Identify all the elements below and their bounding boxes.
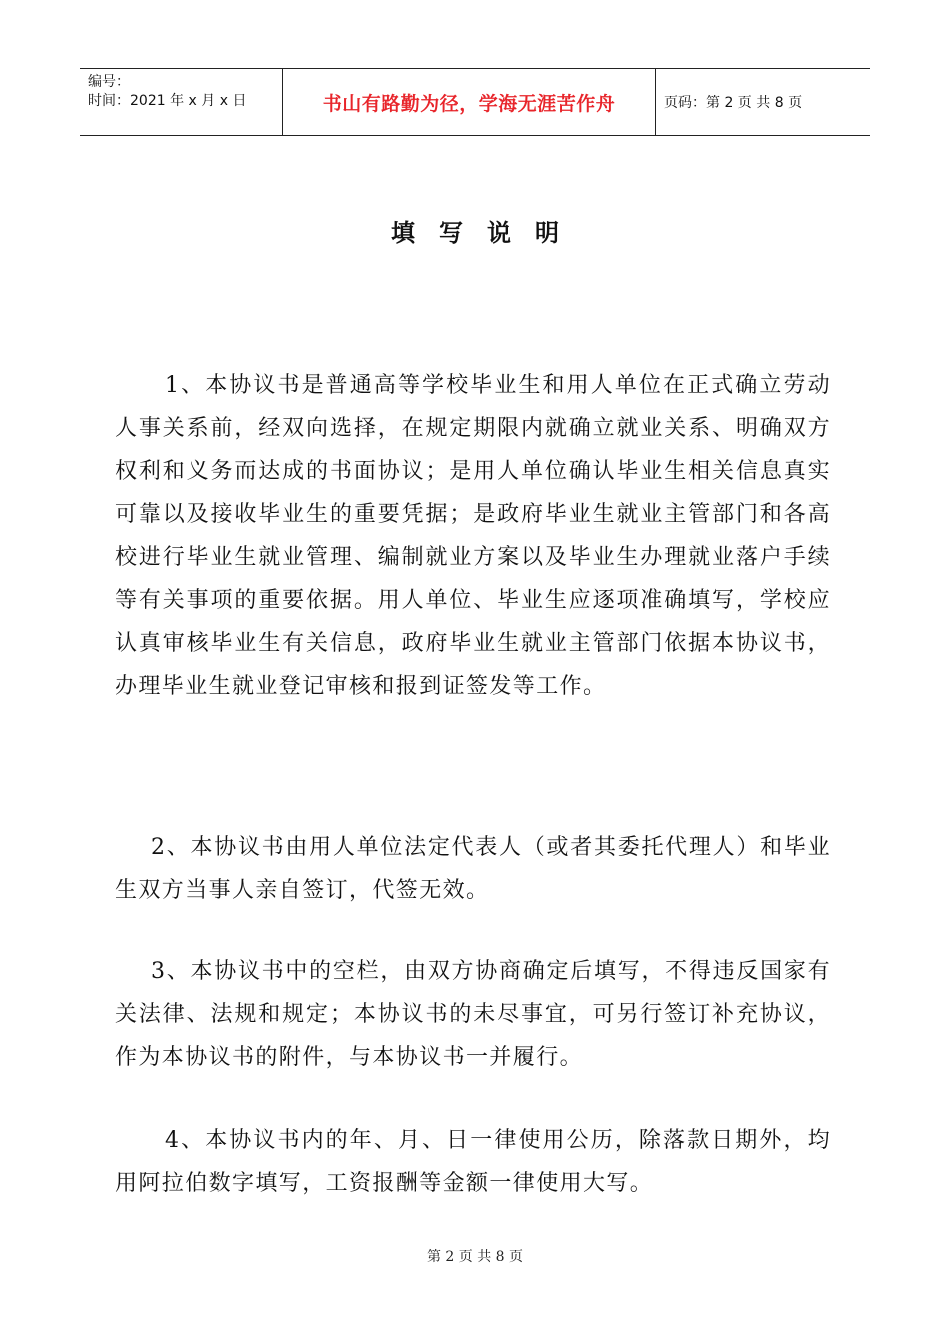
- page-header: [80, 68, 870, 136]
- paragraph-1: 1、本协议书是普通高等学校毕业生和用人单位在正式确立劳动人事关系前，经双向选择，在规定期限内就确立就业关系、明确双方权利和义务而达成的书面协议；是用人单位确认毕业生相关信息真实可靠以及接收毕业生的重要凭据；是政府毕业生就业主管部门和各高校进行毕业生就业管理、编制就业方案以及毕业生办理就业落户手续等有关事项的重要依据。用人单位、毕业生应逐项准确填写，学校应认真审核毕业生有关信息，政府毕业生就业主管部门依据本协议书，办理毕业生就业登记审核和报到证签发等工作。: [115, 373, 831, 699]
- number-label: 编号：: [88, 74, 130, 90]
- header-meta: [80, 69, 282, 135]
- page-footer: 第 2 页 共 8 页: [426, 1249, 524, 1265]
- header-page-info: 页码：第 2 页 共 8 页: [664, 95, 803, 111]
- paragraph-4: 4、本协议书内的年、月、日一律使用公历，除落款日期外，均用阿拉伯数字填写，工资报酬等金额一律使用大写。: [115, 1128, 831, 1196]
- header-motto: 书山有路勤为径，学海无涯苦作舟: [282, 69, 656, 135]
- paragraph-2: 2、本协议书由用人单位法定代表人（或者其委托代理人）和毕业生双方当事人亲自签订，代签无效。: [115, 835, 831, 903]
- paragraph-3: 3、本协议书中的空栏，由双方协商确定后填写，不得违反国家有关法律、法规和规定；本协议书的未尽事宜，可另行签订补充协议，作为本协议书的附件，与本协议书一并履行。: [115, 959, 831, 1070]
- document-title: 填写说明: [391, 219, 583, 247]
- time-label: 时间：2021 年 x 月 x 日: [88, 93, 247, 109]
